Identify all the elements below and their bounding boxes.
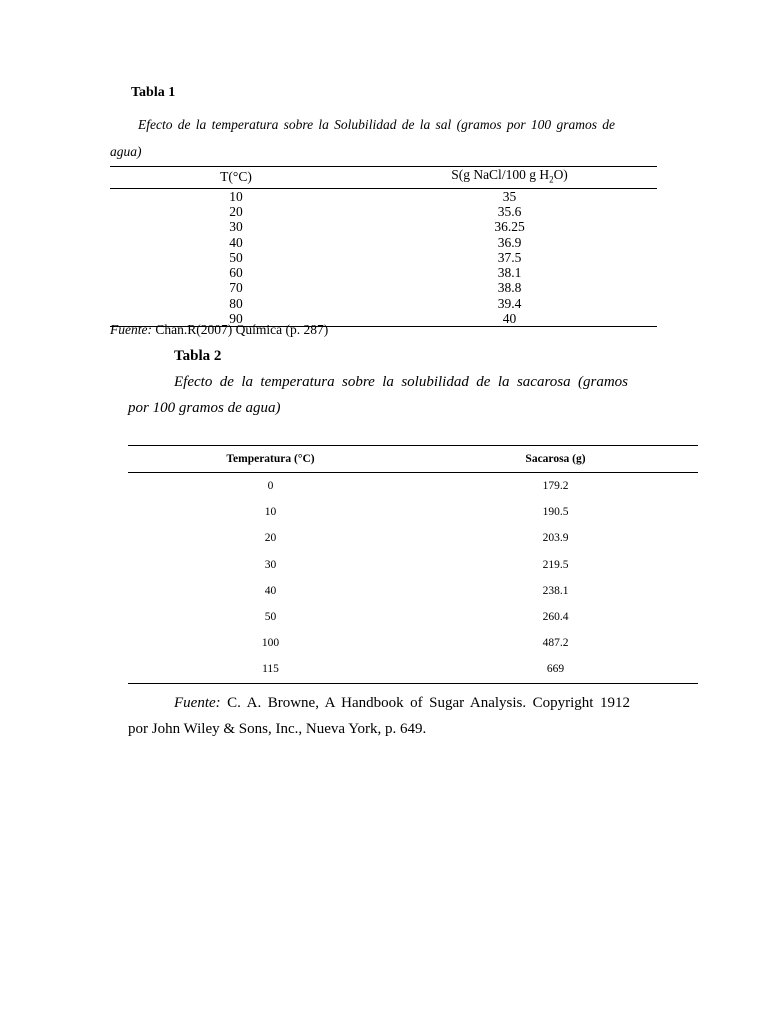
solubility-cell: 37.5 (497, 249, 522, 265)
solubility-cell: 260.4 (542, 611, 569, 624)
table2-caption (128, 369, 628, 421)
table2 (128, 445, 698, 684)
table1-header-solubility-prefix: S(g NaCl/100 g H (451, 167, 550, 182)
table-row (110, 296, 657, 311)
table-row (128, 552, 698, 578)
solubility-cell: 203.9 (542, 532, 569, 545)
table2-header-temperature: Temperatura (°C) (128, 446, 413, 473)
solubility-cell: 35.6 (497, 203, 522, 219)
table-row (128, 499, 698, 525)
table2-title: Tabla 2 (174, 348, 222, 364)
table1-header-row (110, 167, 657, 189)
table-row (128, 578, 698, 604)
temperature-cell: 40 (264, 584, 277, 597)
temperature-cell: 115 (128, 656, 413, 683)
solubility-cell: 487.2 (542, 637, 569, 650)
table2-header-sucrose: Sacarosa (g) (413, 446, 698, 473)
table2-source-line1-wrap (128, 690, 630, 716)
table1-header-solubility-suffix: O) (553, 167, 568, 182)
solubility-cell: 36.9 (497, 234, 522, 250)
temperature-cell: 0 (267, 480, 274, 493)
table1-source (110, 322, 328, 338)
table-row (110, 235, 657, 250)
table-row (110, 204, 657, 219)
table1-title: Tabla 1 (131, 85, 176, 100)
table1 (110, 166, 657, 327)
table2-header-row (128, 446, 698, 473)
table1-caption (110, 111, 615, 165)
temperature-cell: 70 (229, 280, 243, 296)
table-row (128, 525, 698, 551)
solubility-cell: 38.1 (497, 265, 522, 281)
table2-body (128, 473, 698, 684)
temperature-cell: 30 (264, 558, 277, 571)
table-row (110, 188, 657, 204)
solubility-cell: 238.1 (542, 584, 569, 597)
solubility-cell: 179.2 (542, 480, 569, 493)
temperature-cell: 100 (261, 637, 280, 650)
solubility-cell: 36.25 (494, 219, 525, 235)
table2-source-label: Fuente: (174, 695, 221, 711)
temperature-cell: 10 (264, 506, 277, 519)
table1-body (110, 188, 657, 327)
table-row (128, 473, 698, 500)
solubility-cell: 35 (502, 188, 517, 204)
table1-caption-line2: agua) (110, 144, 142, 159)
table-row (128, 630, 698, 656)
table1-header-solubility (362, 167, 657, 189)
table2-source-line1: C. A. Browne, A Handbook of Sugar Analysis. Copyright 1912 (220, 695, 630, 711)
temperature-cell: 50 (264, 611, 277, 624)
temperature-cell: 50 (229, 249, 243, 265)
table-row (110, 280, 657, 295)
solubility-cell: 190.5 (542, 506, 569, 519)
temperature-cell: 20 (264, 532, 277, 545)
temperature-cell: 30 (229, 219, 243, 235)
temperature-cell: 60 (229, 265, 243, 281)
table2-caption-line1: Efecto de la temperatura sobre la solubilidad de la sacarosa (gramos (174, 374, 628, 390)
temperature-cell: 40 (229, 234, 243, 250)
solubility-cell: 39.4 (497, 295, 522, 311)
table2-caption-line2: por 100 gramos de agua) (128, 400, 281, 416)
solubility-cell: 40 (362, 311, 657, 327)
temperature-cell: 20 (229, 203, 243, 219)
table1-header-solubility-subscript: 2 (549, 174, 554, 185)
table-row (128, 656, 698, 683)
table2-source (128, 690, 630, 742)
table1-caption-line1: Efecto de la temperatura sobre la Solubilidad de la sal (gramos por 100 gramos de (138, 117, 615, 132)
table2-source-line2: por John Wiley & Sons, Inc., Nueva York, p. 649. (128, 721, 427, 737)
solubility-cell: 38.8 (497, 280, 522, 296)
table-row (110, 219, 657, 234)
temperature-cell: 80 (229, 295, 243, 311)
table1-header-temperature: T(°C) (110, 167, 362, 189)
solubility-cell: 669 (413, 656, 698, 683)
table1-source-label: Fuente: (110, 322, 152, 337)
temperature-cell: 90 (110, 311, 362, 327)
table1-source-text: Chan.R(2007) Química (p. 287) (151, 322, 329, 337)
table-row (128, 604, 698, 630)
temperature-cell: 10 (229, 188, 243, 204)
table-row (110, 265, 657, 280)
table-row (110, 250, 657, 265)
solubility-cell: 219.5 (542, 558, 569, 571)
